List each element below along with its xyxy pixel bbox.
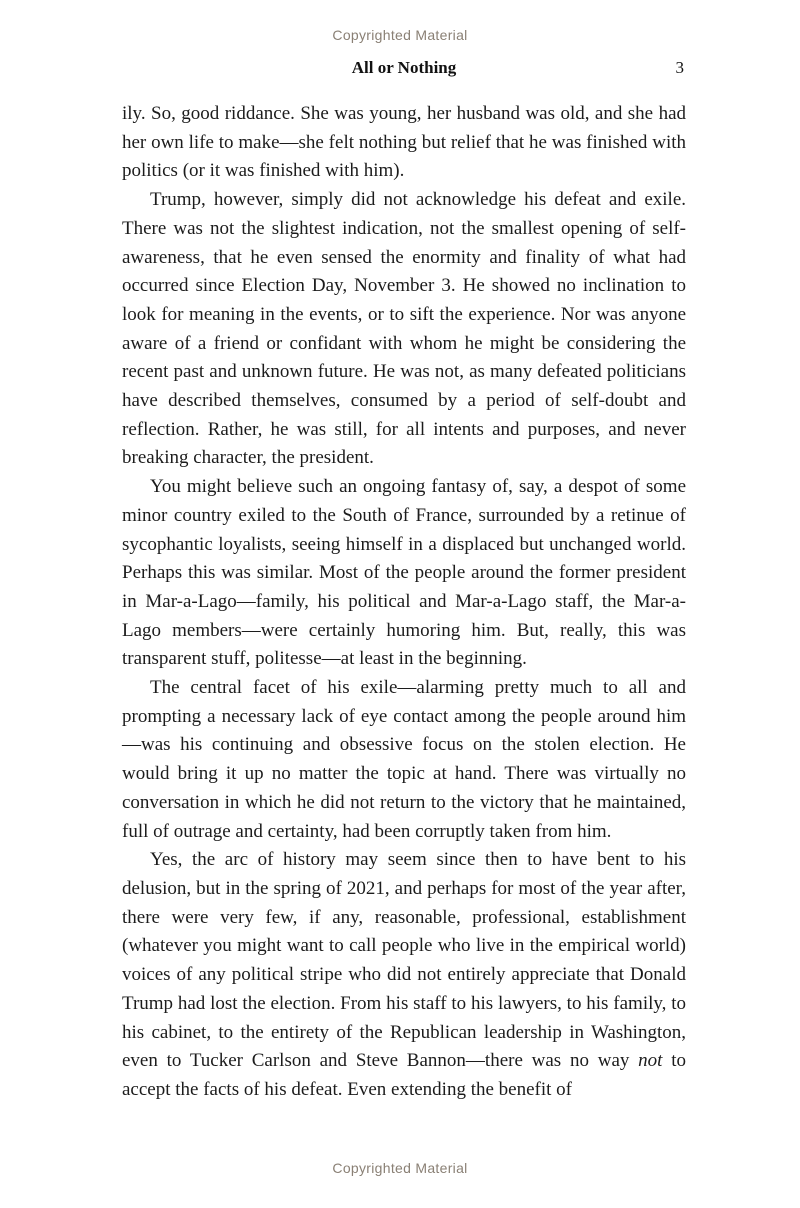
text-segment: You might believe such an ongoing fantasy of, say, a despot of some minor country exiled to the South of France, surrounded by a retinue of sycophantic loyalists, seeing himself in a displaced but unchanged world. Perhaps this was similar. Most of the people around the former president in Mar-a-Lago—family, his political and Mar-a-Lago staff, the Mar-a-Lago members—were certainly humoring him. But, really, this was transparent stuff, politesse—at least in the beginning.: [122, 476, 686, 670]
paragraph: [122, 846, 686, 1104]
text-segment: Yes, the arc of history may seem since then to have bent to his delusion, but in the spring of 2021, and perhaps for most of the year after, there were very few, if any, reasonable, professional, establishment (whatever you might want to call people who live in the empirical world) voices of any political stripe who did not entirely appreciate that Donald Trump had lost the election. From his staff to his lawyers, to his family, to his cabinet, to the entirety of the Republican leadership in Washington, even to Tucker Carlson and Steve Bannon—there was no way: [122, 849, 686, 1072]
copyright-notice-bottom: Copyrighted Material: [332, 1160, 468, 1176]
text-segment: ily. So, good riddance. She was young, her husband was old, and she had her own life to make—she felt nothing but relief that he was finished with politics (or it was finished with him).: [122, 103, 686, 182]
running-header: [122, 58, 686, 82]
copyright-notice-top: Copyrighted Material: [332, 27, 468, 43]
text-segment: The central facet of his exile—alarming pretty much to all and prompting a necessary lack of eye contact among the people around him—was his continuing and obsessive focus on the stolen election. He would bring it up no matter the topic at hand. There was virtually no conversation in which he did not return to the victory that he maintained, full of outrage and certainty, had been corruptly taken from him.: [122, 677, 686, 842]
running-header-title: All or Nothing: [351, 58, 457, 77]
paragraph: [122, 186, 686, 473]
page-body: [122, 100, 686, 1105]
text-segment: Trump, however, simply did not acknowledge his defeat and exile. There was not the slightest indication, not the smallest opening of self-awareness, that he even sensed the enormity and finality of what had occurred since Election Day, November 3. He showed no inclination to look for meaning in the events, or to sift the experience. Nor was anyone aware of a friend or confidant with whom he might be considering the recent past and unknown future. He was not, as many defeated politicians have described themselves, consumed by a period of self-doubt and reflection. Rather, he was still, for all intents and purposes, and never breaking character, the president.: [122, 189, 686, 469]
italic-text-segment: not: [638, 1050, 663, 1072]
paragraph: [122, 674, 686, 846]
paragraph: [122, 100, 686, 186]
paragraph: [122, 473, 686, 674]
text-segment: to accept the facts of his defeat. Even extending the benefit of: [122, 1050, 687, 1100]
page-number: 3: [675, 58, 684, 77]
